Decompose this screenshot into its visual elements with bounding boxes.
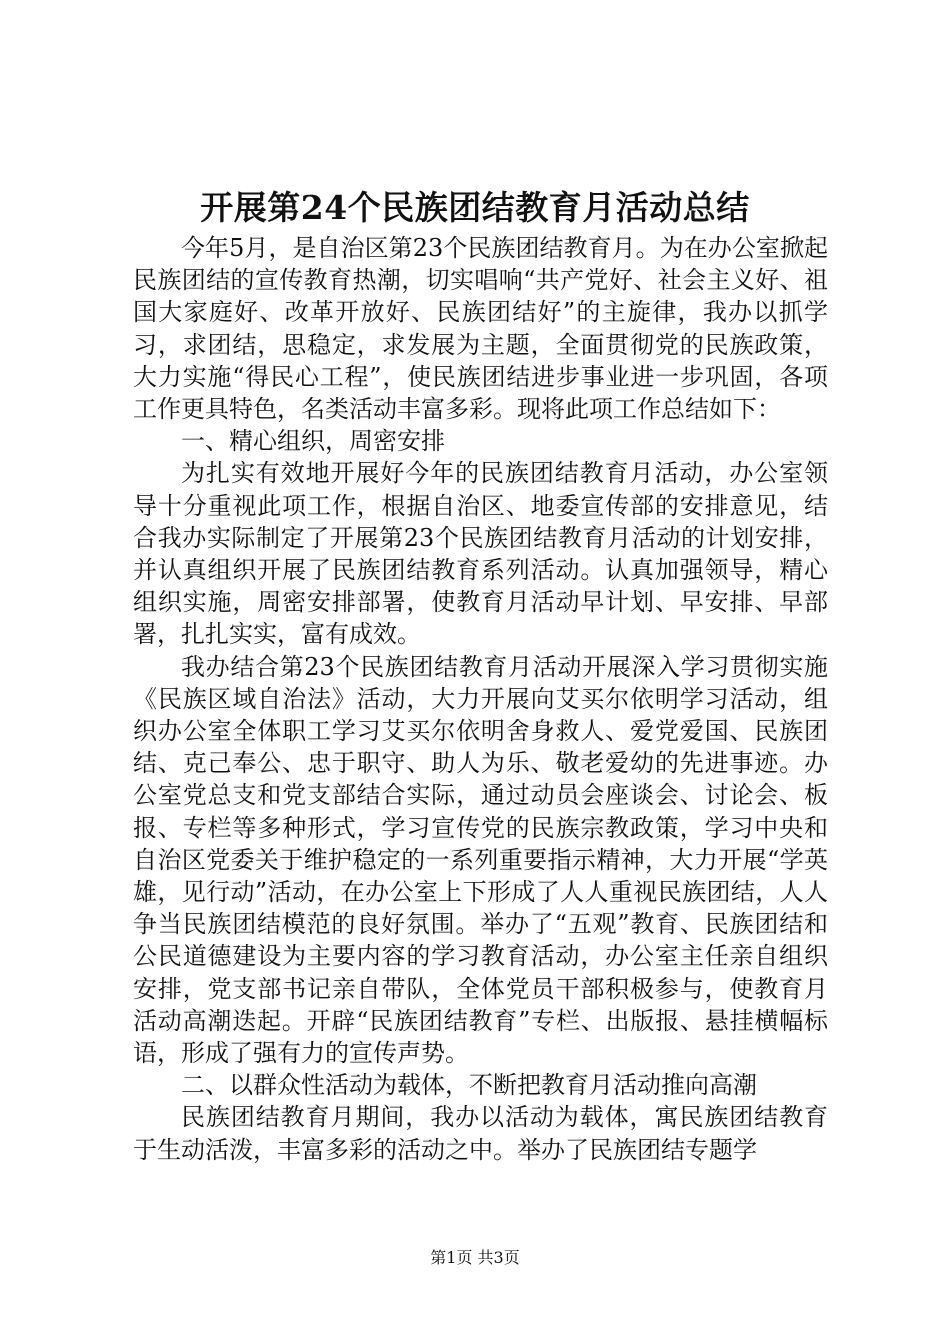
page-footer: 第1页 共3页 (430, 1248, 520, 1267)
document-title: 开展第24个民族团结教育月活动总结 (200, 188, 750, 227)
section-heading-2: 二、以群众性活动为载体，不断把教育月活动推向高潮 (181, 1071, 757, 1100)
paragraph-intro: 今年5月，是自治区第23个民族团结教育月。为在办公室掀起民族团结的宣传教育热潮，切实唱响“共产党好、社会主义好、祖国大家庭好、改革开放好、民族团结好”的主旋律，我办以抓学习，求团结，思稳定，求发展为主题，全面贯彻党的民族政策，大力实施“得民心工程”，使民族团结进步事业进一步巩固，各项工作更具特色，名类活动丰富多彩。现将此项工作总结如下： (133, 234, 828, 424)
section-heading-1: 一、精心组织，周密安排 (181, 427, 445, 456)
paragraph-section1-a: 为扎实有效地开展好今年的民族团结教育月活动，办公室领导十分重视此项工作，根据自治区、地委宣传部的安排意见，结合我办实际制定了开展第23个民族团结教育月活动的计划安排，并认真组织开展了民族团结教育系列活动。认真加强领导，精心组织实施，周密安排部署，使教育月活动早计划、早安排、早部署，扎扎实实，富有成效。 (133, 459, 828, 649)
paragraph-section1-b: 我办结合第23个民族团结教育月活动开展深入学习贯彻实施《民族区域自治法》活动，大力开展向艾买尔依明学习活动，组织办公室全体职工学习艾买尔依明舍身救人、爱党爱国、民族团结、克己奉公、忠于职守、助人为乐、敬老爱幼的先进事迹。办公室党总支和党支部结合实际，通过动员会座谈会、讨论会、板报、专栏等多种形式，学习宣传党的民族宗教政策，学习中央和自治区党委关于维护稳定的一系列重要指示精神，大力开展“学英雄，见行动”活动，在办公室上下形成了人人重视民族团结，人人争当民族团结模范的良好氛围。举办了“五观”教育、民族团结和公民道德建设为主要内容的学习教育活动，办公室主任亲自组织安排，党支部书记亲自带队，全体党员干部积极参与，使教育月活动高潮迭起。开辟“民族团结教育”专栏、出版报、悬挂横幅标语，形成了强有力的宣传声势。 (133, 652, 828, 1068)
document-body (133, 232, 828, 1166)
paragraph-section2-a: 民族团结教育月期间，我办以活动为载体，寓民族团结教育于生动活泼，丰富多彩的活动之中。举办了民族团结专题学 (133, 1103, 828, 1164)
